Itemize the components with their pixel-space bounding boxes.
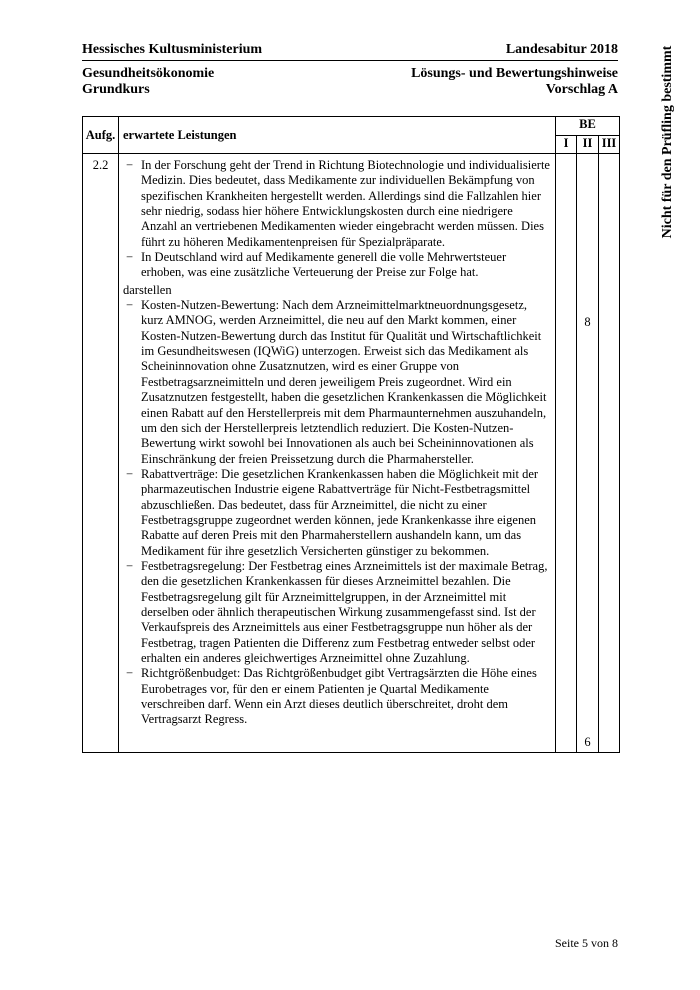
side-note: Nicht für den Prüfling bestimmt xyxy=(660,45,675,239)
level-header-iii: III xyxy=(599,135,620,154)
be-value-first: 8 xyxy=(584,315,591,329)
list-item: − Kosten-Nutzen-Bewertung: Nach dem Arzneimittelmarktneuordnungsgesetz, kurz AMNOG, werden Arzneimittel, die neu auf den Markt kommen, einer Kosten-Nutzen-Bewertung durch das Institut für Qualität und Wirtschaftlichkeit im Gesundheitswesen (IQWiG) unterzogen. Erweist sich das Medikament als Scheininnovation ohne Zusatznutzen, wird es einer Gruppe von Festbetragsarzneimitteln und deren jeweiligem Preis zugeordnet. Wird ein Zusatznutzen festgestellt, haben die gesetzlichen Krankenkassen die Möglichkeit einen Rabatt auf den Herstellerpreis mit dem Pharmaunternehmen auszuhandeln, um den sich der Herstellerpreis letztendlich reduziert. Die Kosten-Nutzen-Bewertung wirkt sowohl bei Innovationen als auch bei Scheininnovationen als Einschränkung der freien Preissetzung durch die Pharmahersteller. xyxy=(123,298,551,467)
expected-content xyxy=(119,154,556,753)
bullet-list-2 xyxy=(123,298,551,728)
list-item: − Richtgrößenbudget: Das Richtgrößenbudget gibt Vertragsärzten die Höhe eines Eurobetrages vor, für den er einem Patienten je Quartal Medikamente verschreiben darf. Wenn ein Arzt dieses deutlich überschreitet, droht dem Vertragsarzt Regress. xyxy=(123,666,551,727)
subject-name: Gesundheitsökonomie xyxy=(82,66,215,81)
be-column-ii xyxy=(577,154,599,753)
list-item: − Rabattverträge: Die gesetzlichen Krankenkassen haben die Möglichkeit mit der pharmazeutischen Industrie eigene Rabattverträge für Nicht-Festbetragsmittel abzuschließen. Das bedeutet, dass für Arzneimittel, die nicht zu einer Festbetragsgruppe zugeordnet werden können, jede Krankenkasse ihre eigenen Rabatte auf deren Preis mit den Pharmaherstellern aushandeln kann, um das Medikament für ihre gesetzlich Versicherten günstiger zu bekommen. xyxy=(123,467,551,559)
proposal-label: Vorschlag A xyxy=(545,82,618,97)
page-number: Seite 5 von 8 xyxy=(555,936,618,950)
list-item: − In Deutschland wird auf Medikamente generell die volle Mehrwertsteuer erhoben, was eine zusätzliche Verteuerung der Preise zur Folge hat. xyxy=(123,250,551,281)
list-item: − Festbetragsregelung: Der Festbetrag eines Arzneimittels ist der maximale Betrag, den die gesetzlichen Krankenkassen für dieses Arzneimittel bezahlen. Die Festbetragsregelung gilt für Arzneimittelgruppen, in der Arzneimittel mit derselben oder ähnlich therapeutischen Wirkung zusammengefasst sind. Ist der Verkaufspreis des Arzneimittels aus einer Festbetragsgruppe nun höher als der Festbetrag, tragen Patienten die Differenz zum Festbetrag entweder selbst oder erhalten ein anderes gleichwertiges Arzneimittel ohne Zuzahlung. xyxy=(123,559,551,666)
header-rule xyxy=(82,60,618,61)
column-header-be: BE xyxy=(556,117,620,136)
exam-title: Landesabitur 2018 xyxy=(505,42,618,57)
solution-table xyxy=(82,116,620,753)
be-value-second: 6 xyxy=(584,735,591,749)
column-header-expected: erwartete Leistungen xyxy=(119,117,556,154)
be-column-i xyxy=(556,154,577,753)
course-level: Grundkurs xyxy=(82,82,150,97)
bullet-list-1 xyxy=(123,158,551,281)
task-number: 2.2 xyxy=(83,154,119,753)
list-item: − In der Forschung geht der Trend in Richtung Biotechnologie und individualisierte Medizin. Dies bedeutet, dass Medikamente zur individuellen Bekämpfung von spezifischen Krankheiten hergestellt werden. Allerdings sind die Fallzahlen hier sehr niedrig, sodass hier höhere Entwicklungskosten durch eine niedrigere Anzahl an vertriebenen Medikamenten wieder eingebracht werden müssen. Dies führt zu höheren Medikamentenpreisen für Spezialpräparate. xyxy=(123,158,551,250)
level-header-i: I xyxy=(556,135,577,154)
be-column-iii xyxy=(599,154,620,753)
document-type: Lösungs- und Bewertungshinweise xyxy=(411,66,618,81)
column-header-task: Aufg. xyxy=(83,117,119,154)
operator-label: darstellen xyxy=(123,282,172,297)
level-header-ii: II xyxy=(577,135,599,154)
ministry-name: Hessisches Kultusministerium xyxy=(82,42,263,57)
